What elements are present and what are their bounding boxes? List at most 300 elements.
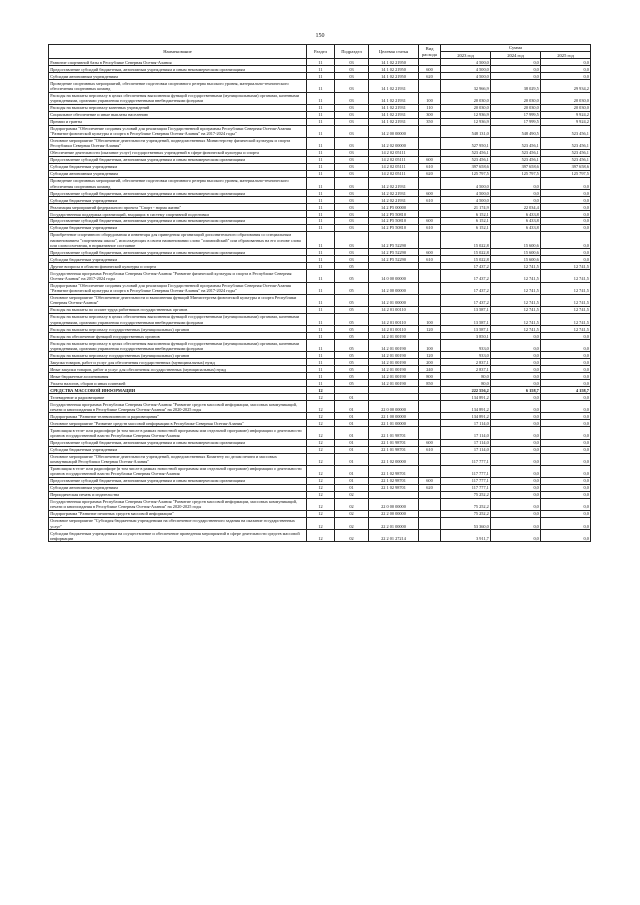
- row-podrazdel: 05: [335, 326, 369, 333]
- row-name: Трансляция в теле- или радиоэфире (в том числе в рамках новостной программы или отдельной программе) информации о деятельности органов государственной власти Республики Северная Осетия-Алания: [49, 465, 307, 477]
- row-vid: [419, 427, 441, 439]
- row-podrazdel: 05: [335, 380, 369, 387]
- row-target: 14 2 P5 52290: [369, 249, 419, 256]
- row-podrazdel: 05: [335, 366, 369, 373]
- row-vid: [419, 498, 441, 510]
- row-vid: [419, 518, 441, 530]
- row-sum-2025: 0,0: [541, 73, 591, 80]
- row-sum-2025: 0,0: [541, 177, 591, 189]
- row-sum-2024: 12 741,5: [491, 294, 541, 306]
- row-sum-2025: 12 741,5: [541, 313, 591, 325]
- row-sum-2024: 125 797,5: [491, 170, 541, 177]
- row-razdel: 11: [307, 197, 335, 204]
- row-sum-2025: 20 030,0: [541, 104, 591, 111]
- row-target: 14 2 02 05111: [369, 164, 419, 171]
- row-razdel: 11: [307, 125, 335, 137]
- row-sum-2024: 6 433,8: [491, 211, 541, 218]
- row-podrazdel: 05: [335, 373, 369, 380]
- row-name: Периодическая печать и издательства: [49, 491, 307, 498]
- table-row: [49, 387, 591, 394]
- table-row: [49, 104, 591, 111]
- row-razdel: 11: [307, 225, 335, 232]
- table-row: [49, 232, 591, 249]
- row-target: [369, 491, 419, 498]
- row-sum-2025: 0,0: [541, 413, 591, 420]
- row-sum-2024: 523 456,1: [491, 137, 541, 149]
- row-target: [369, 263, 419, 270]
- row-name: Расходы на выплаты персоналу в целях обеспечения выполнения функций государственными (муниципальными) органами, казенными учреждениями, органами управления государственными внебюджетными фондами: [49, 340, 307, 352]
- table-header: [49, 45, 591, 59]
- table-row: [49, 453, 591, 465]
- row-target: 14 2 P5 52290: [369, 232, 419, 249]
- row-sum-2023: 17 114,0: [441, 439, 491, 446]
- row-sum-2023: 117 777,1: [441, 484, 491, 491]
- row-vid: [419, 530, 441, 542]
- row-podrazdel: 03: [335, 80, 369, 92]
- row-sum-2023: 12 936,9: [441, 118, 491, 125]
- row-razdel: 11: [307, 263, 335, 270]
- row-sum-2023: 134 891,2: [441, 394, 491, 401]
- row-sum-2024: 12 741,5: [491, 313, 541, 325]
- row-sum-2024: 12 741,5: [491, 306, 541, 313]
- row-sum-2024: 15 600,6: [491, 232, 541, 249]
- row-sum-2023: 933,0: [441, 352, 491, 359]
- row-name: Субсидии бюджетным учреждениям: [49, 446, 307, 453]
- row-sum-2024: 0,0: [491, 352, 541, 359]
- row-podrazdel: 01: [335, 465, 369, 477]
- row-razdel: 11: [307, 249, 335, 256]
- row-podrazdel: 03: [335, 118, 369, 125]
- row-sum-2025: 12 741,5: [541, 263, 591, 270]
- table-row: [49, 225, 591, 232]
- table-row: [49, 282, 591, 294]
- row-razdel: 11: [307, 170, 335, 177]
- row-razdel: 11: [307, 313, 335, 325]
- row-podrazdel: 01: [335, 413, 369, 420]
- row-sum-2025: 12 741,5: [541, 326, 591, 333]
- row-target: 14 2 02 05111: [369, 157, 419, 164]
- row-target: 22 1 01 98701: [369, 427, 419, 439]
- row-vid: 300: [419, 111, 441, 118]
- row-podrazdel: 01: [335, 477, 369, 484]
- row-sum-2025: 0,0: [541, 491, 591, 498]
- row-podrazdel: 01: [335, 427, 369, 439]
- row-podrazdel: 03: [335, 232, 369, 249]
- row-target: 22 2 00 00000: [369, 511, 419, 518]
- table-row: [49, 80, 591, 92]
- row-target: 14 2 02 21931: [369, 190, 419, 197]
- row-sum-2025: 523 456,1: [541, 150, 591, 157]
- row-target: 14 2 01 00190: [369, 333, 419, 340]
- row-sum-2025: 0,0: [541, 211, 591, 218]
- row-razdel: 11: [307, 190, 335, 197]
- row-sum-2023: 20 030,0: [441, 104, 491, 111]
- row-razdel: 12: [307, 394, 335, 401]
- row-sum-2024: 0,0: [491, 413, 541, 420]
- table-row: [49, 465, 591, 477]
- row-podrazdel: 03: [335, 104, 369, 111]
- row-target: 14 1 02 21950: [369, 59, 419, 66]
- row-razdel: 12: [307, 413, 335, 420]
- table-row: [49, 530, 591, 542]
- row-sum-2025: 523 456,1: [541, 125, 591, 137]
- row-sum-2023: 117 777,1: [441, 453, 491, 465]
- row-name: Предоставление субсидий бюджетным, автономным учреждениям и иным некоммерческим организациям: [49, 218, 307, 225]
- budget-table: [48, 44, 591, 542]
- row-razdel: 11: [307, 211, 335, 218]
- row-razdel: 11: [307, 282, 335, 294]
- row-name: Расходы на обеспечение функций государственных органов: [49, 333, 307, 340]
- row-razdel: 11: [307, 256, 335, 263]
- row-name: Подпрограмма "Развитие печатных средств массовой информации": [49, 511, 307, 518]
- row-name: Государственная программа Республики Северная Осетия-Алания "Развитие физической культуры и спорта в Республике Северная Осетия-Алания" на 2017-2024 годы: [49, 270, 307, 282]
- row-target: 14 1 02 21950: [369, 66, 419, 73]
- row-name: Подпрограмма "Развитие телевизионного и радиовещания": [49, 413, 307, 420]
- row-sum-2025: 0,0: [541, 218, 591, 225]
- row-podrazdel: 03: [335, 204, 369, 211]
- table-row: [49, 125, 591, 137]
- row-razdel: 11: [307, 232, 335, 249]
- row-vid: 620: [419, 170, 441, 177]
- table-row: [49, 218, 591, 225]
- row-podrazdel: 05: [335, 263, 369, 270]
- row-vid: [419, 465, 441, 477]
- row-target: 14 1 02 21931: [369, 118, 419, 125]
- row-target: 14 2 02 00000: [369, 137, 419, 149]
- row-target: 14 1 02 21931: [369, 92, 419, 104]
- row-sum-2025: 0,0: [541, 232, 591, 249]
- row-sum-2023: 17 437,2: [441, 263, 491, 270]
- row-podrazdel: 01: [335, 394, 369, 401]
- row-name: Основное мероприятие "Обеспечение деятельности учреждений, подведомственных Министерству физической культуры и спорта Республики Северная Осетия-Алания": [49, 137, 307, 149]
- row-sum-2024: 20 030,0: [491, 92, 541, 104]
- row-sum-2025: 0,0: [541, 420, 591, 427]
- row-sum-2024: 0,0: [491, 484, 541, 491]
- row-razdel: 11: [307, 104, 335, 111]
- table-row: [49, 352, 591, 359]
- row-sum-2025: 12 741,5: [541, 282, 591, 294]
- table-row: [49, 366, 591, 373]
- row-razdel: 12: [307, 498, 335, 510]
- row-sum-2025: 12 741,5: [541, 306, 591, 313]
- row-name: Предоставление субсидий бюджетным, автономным учреждениям и иным некоммерческим организациям: [49, 190, 307, 197]
- row-name: Обеспечение деятельности (оказание услуг) государственных учреждений в сфере физической культуры и спорта: [49, 150, 307, 157]
- table-row: [49, 413, 591, 420]
- table-body: [49, 59, 591, 542]
- row-sum-2023: 15 022,8: [441, 256, 491, 263]
- row-podrazdel: 03: [335, 125, 369, 137]
- row-vid: 200: [419, 359, 441, 366]
- table-row: [49, 380, 591, 387]
- row-podrazdel: 03: [335, 177, 369, 189]
- table-row: [49, 340, 591, 352]
- row-razdel: 11: [307, 340, 335, 352]
- table-row: [49, 256, 591, 263]
- row-podrazdel: 03: [335, 218, 369, 225]
- row-razdel: 11: [307, 80, 335, 92]
- row-sum-2024: 0,0: [491, 530, 541, 542]
- row-target: 14 2 02 05111: [369, 170, 419, 177]
- row-sum-2024: 12 741,5: [491, 282, 541, 294]
- row-razdel: 12: [307, 420, 335, 427]
- row-vid: [419, 211, 441, 218]
- row-name: Проведение спортивных мероприятий, обеспечение подготовки спортивного резерва высокого уровня, материально-технического обеспечения спортивных команд: [49, 177, 307, 189]
- row-target: 22 1 02 00000: [369, 453, 419, 465]
- row-razdel: 12: [307, 446, 335, 453]
- row-razdel: 11: [307, 164, 335, 171]
- header-2024: 2024 год: [491, 52, 541, 59]
- row-sum-2025: 29 934,2: [541, 80, 591, 92]
- row-vid: 600: [419, 157, 441, 164]
- row-razdel: 12: [307, 387, 335, 394]
- row-name: Социальное обеспечение и иные выплаты населению: [49, 111, 307, 118]
- table-row: [49, 401, 591, 413]
- row-sum-2025: 4 158,7: [541, 387, 591, 394]
- header-podrazdel: Подраздел: [335, 45, 369, 59]
- row-target: 14 1 02 21931: [369, 80, 419, 92]
- table-row: [49, 394, 591, 401]
- row-vid: [419, 413, 441, 420]
- row-sum-2024: 548 490,5: [491, 125, 541, 137]
- row-podrazdel: 01: [335, 446, 369, 453]
- row-sum-2023: 17 437,2: [441, 282, 491, 294]
- row-vid: [419, 453, 441, 465]
- row-sum-2023: 397 658,6: [441, 164, 491, 171]
- row-name: Субсидии бюджетным учреждениям на осуществление и обеспечение проведения мероприятий в сфере деятельности средств массовой информации: [49, 530, 307, 542]
- row-razdel: 12: [307, 465, 335, 477]
- row-name: Предоставление субсидий бюджетным, автономным учреждениям и иным некоммерческим организациям: [49, 249, 307, 256]
- table-row: [49, 313, 591, 325]
- row-sum-2023: 6 152,1: [441, 211, 491, 218]
- row-sum-2024: 0,0: [491, 511, 541, 518]
- row-sum-2023: 12 936,9: [441, 111, 491, 118]
- row-podrazdel: 05: [335, 282, 369, 294]
- row-vid: [419, 294, 441, 306]
- row-razdel: 11: [307, 111, 335, 118]
- row-sum-2024: 0,0: [491, 66, 541, 73]
- row-name: Приобретение спортивного оборудования и инвентаря для приведения организаций дополнительного образования со специальным наименованием "спортивная школа", использующих в своем наименовании слово "олимпийский" или образованных на его основе слова или словосочетания, в нормативное состояние: [49, 232, 307, 249]
- row-podrazdel: 03: [335, 73, 369, 80]
- table-row: [49, 518, 591, 530]
- row-razdel: 12: [307, 477, 335, 484]
- row-razdel: 11: [307, 366, 335, 373]
- row-sum-2023: 134 891,2: [441, 413, 491, 420]
- row-target: 14 2 P5 52290: [369, 256, 419, 263]
- row-name: Закупка товаров, работ и услуг для обеспечения государственных (муниципальных) нужд: [49, 359, 307, 366]
- row-podrazdel: 02: [335, 530, 369, 542]
- table-row: [49, 249, 591, 256]
- row-sum-2023: 3 850,1: [441, 333, 491, 340]
- row-target: 22 1 01 00000: [369, 420, 419, 427]
- row-vid: 800: [419, 373, 441, 380]
- row-target: 22 1 02 98701: [369, 477, 419, 484]
- row-vid: 620: [419, 73, 441, 80]
- header-target: Целевая статья: [369, 45, 419, 59]
- row-target: 22 2 01 00000: [369, 518, 419, 530]
- row-vid: [419, 270, 441, 282]
- row-name: Реализация мероприятий федерального проекта "Спорт - норма жизни": [49, 204, 307, 211]
- row-vid: 610: [419, 225, 441, 232]
- row-vid: [419, 387, 441, 394]
- row-name: Расходы на выплаты персоналу казенных учреждений: [49, 104, 307, 111]
- row-name: Предоставление субсидий бюджетным, автономным учреждениям и иным некоммерческим организациям: [49, 477, 307, 484]
- row-sum-2024: 0,0: [491, 420, 541, 427]
- row-vid: [419, 491, 441, 498]
- header-vid: Вид расхода: [419, 45, 441, 59]
- table-row: [49, 498, 591, 510]
- row-name: Предоставление субсидий бюджетным, автономным учреждениям и иным некоммерческим организациям: [49, 157, 307, 164]
- header-razdel: Раздел: [307, 45, 335, 59]
- row-sum-2024: 0,0: [491, 427, 541, 439]
- row-vid: [419, 401, 441, 413]
- table-row: [49, 111, 591, 118]
- row-sum-2024: 0,0: [491, 177, 541, 189]
- row-sum-2023: 75 252,2: [441, 491, 491, 498]
- row-target: 22 0 00 00000: [369, 498, 419, 510]
- row-razdel: 12: [307, 439, 335, 446]
- row-podrazdel: 03: [335, 59, 369, 66]
- row-sum-2025: 0,0: [541, 465, 591, 477]
- row-sum-2023: 523 456,1: [441, 150, 491, 157]
- row-sum-2023: 4 500,0: [441, 197, 491, 204]
- row-sum-2025: 0,0: [541, 352, 591, 359]
- row-sum-2025: 12 741,5: [541, 294, 591, 306]
- row-podrazdel: [335, 387, 369, 394]
- row-target: 14 1 02 21931: [369, 111, 419, 118]
- row-name: Иные закупки товаров, работ и услуг для обеспечения государственных (муниципальных) нужд: [49, 366, 307, 373]
- row-sum-2023: 13 587,1: [441, 313, 491, 325]
- row-razdel: 12: [307, 530, 335, 542]
- row-sum-2023: 4 500,0: [441, 190, 491, 197]
- table-row: [49, 306, 591, 313]
- row-sum-2023: 53 360,0: [441, 518, 491, 530]
- row-name: Субсидии автономным учреждениям: [49, 484, 307, 491]
- row-vid: 610: [419, 164, 441, 171]
- row-razdel: 11: [307, 352, 335, 359]
- row-sum-2024: 0,0: [491, 366, 541, 373]
- row-razdel: 11: [307, 359, 335, 366]
- row-name: Предоставление субсидий бюджетным, автономным учреждениям и иным некоммерческим организациям: [49, 439, 307, 446]
- row-sum-2023: 17 114,0: [441, 427, 491, 439]
- row-sum-2023: 21 174,9: [441, 204, 491, 211]
- row-target: 14 2 01 00110: [369, 326, 419, 333]
- row-sum-2023: 4 500,0: [441, 59, 491, 66]
- table-row: [49, 484, 591, 491]
- row-vid: [419, 125, 441, 137]
- row-sum-2023: 4 500,0: [441, 177, 491, 189]
- table-row: [49, 359, 591, 366]
- row-razdel: 11: [307, 270, 335, 282]
- row-sum-2023: 523 456,1: [441, 157, 491, 164]
- row-vid: 100: [419, 92, 441, 104]
- row-podrazdel: 01: [335, 401, 369, 413]
- row-sum-2024: 0,0: [491, 73, 541, 80]
- row-razdel: 12: [307, 427, 335, 439]
- row-target: 14 2 02 21931: [369, 197, 419, 204]
- row-razdel: 11: [307, 294, 335, 306]
- row-sum-2024: 523 456,1: [491, 150, 541, 157]
- row-name: Уплата налогов, сборов и иных платежей: [49, 380, 307, 387]
- table-row: [49, 270, 591, 282]
- row-target: 14 2 01 00190: [369, 340, 419, 352]
- row-name: Государственная программа Республики Северная Осетия-Алания "Развитие средств массовой информации, массовых коммуникаций, печати и книгоиздания в Республике Северная Осетия-Алания" на 2020-2025 годы: [49, 401, 307, 413]
- row-sum-2024: 0,0: [491, 340, 541, 352]
- row-podrazdel: 03: [335, 157, 369, 164]
- row-vid: [419, 150, 441, 157]
- row-sum-2025: 0,0: [541, 333, 591, 340]
- row-sum-2025: 0,0: [541, 511, 591, 518]
- row-razdel: 12: [307, 511, 335, 518]
- row-podrazdel: 01: [335, 484, 369, 491]
- table-row: [49, 157, 591, 164]
- row-podrazdel: 03: [335, 170, 369, 177]
- header-sum: Сумма: [441, 45, 591, 52]
- row-sum-2024: 0,0: [491, 359, 541, 366]
- row-podrazdel: 03: [335, 66, 369, 73]
- row-sum-2025: 0,0: [541, 439, 591, 446]
- table-row: [49, 477, 591, 484]
- row-sum-2023: 125 797,5: [441, 170, 491, 177]
- row-sum-2023: 17 437,2: [441, 270, 491, 282]
- row-sum-2023: 17 437,2: [441, 294, 491, 306]
- row-sum-2023: 32 966,9: [441, 80, 491, 92]
- row-sum-2025: 0,0: [541, 427, 591, 439]
- row-podrazdel: 03: [335, 249, 369, 256]
- row-sum-2025: 0,0: [541, 394, 591, 401]
- row-sum-2025: 0,0: [541, 66, 591, 73]
- table-row: [49, 118, 591, 125]
- row-target: 14 2 01 00190: [369, 359, 419, 366]
- row-sum-2024: 20 030,0: [491, 104, 541, 111]
- row-podrazdel: 05: [335, 306, 369, 313]
- row-vid: [419, 137, 441, 149]
- row-vid: 100: [419, 313, 441, 325]
- row-podrazdel: 03: [335, 225, 369, 232]
- row-sum-2025: 0,0: [541, 190, 591, 197]
- row-target: 14 2 01 00190: [369, 352, 419, 359]
- row-name: СРЕДСТВА МАССОВОЙ ИНФОРМАЦИИ: [49, 387, 307, 394]
- table-row: [49, 420, 591, 427]
- row-sum-2024: 22 034,4: [491, 204, 541, 211]
- row-sum-2024: 0,0: [491, 446, 541, 453]
- row-razdel: 11: [307, 66, 335, 73]
- row-razdel: 12: [307, 491, 335, 498]
- row-sum-2023: 4 500,0: [441, 73, 491, 80]
- row-vid: [419, 511, 441, 518]
- row-podrazdel: 03: [335, 111, 369, 118]
- row-razdel: 11: [307, 177, 335, 189]
- row-sum-2025: 0,0: [541, 446, 591, 453]
- row-podrazdel: 03: [335, 137, 369, 149]
- row-vid: 600: [419, 477, 441, 484]
- table-row: [49, 59, 591, 66]
- row-razdel: 11: [307, 326, 335, 333]
- table-row: [49, 439, 591, 446]
- budget-sheet: [48, 44, 590, 542]
- row-target: 14 2 00 00000: [369, 282, 419, 294]
- row-sum-2023: 3 911,7: [441, 530, 491, 542]
- row-razdel: 11: [307, 204, 335, 211]
- row-name: Расходы на выплаты по оплате труда работников государственных органов: [49, 306, 307, 313]
- row-vid: [419, 80, 441, 92]
- row-sum-2024: 0,0: [491, 197, 541, 204]
- row-target: 14 2 01 00190: [369, 366, 419, 373]
- row-target: 14 2 02 21931: [369, 177, 419, 189]
- row-vid: 600: [419, 218, 441, 225]
- header-2023: 2023 год: [441, 52, 491, 59]
- row-sum-2025: 0,0: [541, 530, 591, 542]
- row-name: Развитие спортивной базы в Республике Северная Осетия-Алания: [49, 59, 307, 66]
